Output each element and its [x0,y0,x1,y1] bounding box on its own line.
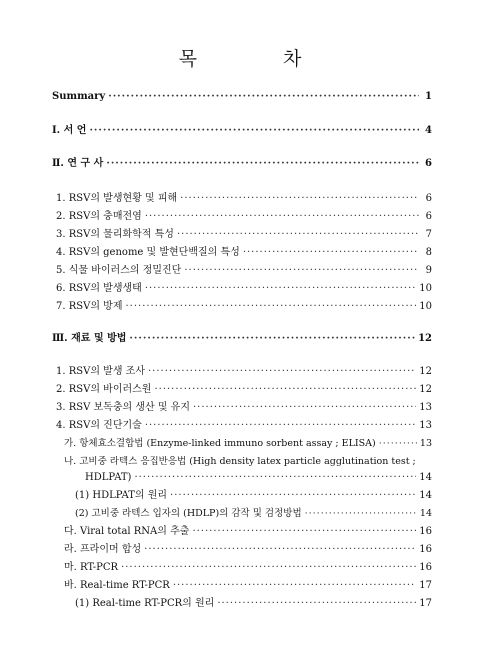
toc-entry-label: (1) Real-time RT-PCR의 원리 [75,598,215,609]
toc-entry-page: 17 [419,580,432,591]
toc-entry[interactable] [56,211,432,223]
dot-leader [180,193,419,205]
dot-leader [145,211,419,223]
toc-entry-label: Ⅱ. 연 구 사 [52,158,104,169]
dot-leader [148,366,416,378]
toc-entry-page: 17 [419,598,432,609]
toc-entry[interactable] [64,562,432,574]
toc-entry-page: 16 [419,544,432,555]
toc-entry-label: (2) 고비중 라텍스 입자의 (HDLP)의 감작 및 검정방법 [75,508,302,519]
toc-entry-label: 바. Real-time RT-PCR [64,580,170,591]
toc-entry-label: 6. RSV의 발생생태 [56,283,142,294]
toc-entry[interactable] [64,580,432,592]
dot-leader [106,158,419,170]
dot-leader [217,598,416,610]
toc-entry-label: HDLPAT) [85,472,132,483]
toc-entry[interactable] [56,265,432,277]
toc-entry-page: 4 [425,125,432,136]
dot-leader [108,91,419,103]
toc-entry-page: 8 [425,247,432,258]
toc-entry-page: 12 [418,333,432,344]
toc-entry[interactable] [56,247,432,259]
dot-leader [134,472,416,484]
toc-entry-introduction[interactable] [52,125,432,137]
page-title: 목 차 [178,48,342,70]
toc-entry[interactable] [56,420,432,432]
toc-entry-page: 13 [419,438,432,449]
toc-entry-label: 마. RT-PCR [64,562,119,573]
toc-entry-page: 6 [425,193,432,204]
dot-leader [379,438,417,450]
toc-entry-label: 4. RSV의 genome 및 발현단백질의 특성 [56,247,240,258]
toc-entry-literature-review[interactable] [52,158,432,170]
dot-leader [121,562,416,574]
toc-entry-page: 9 [425,265,432,276]
toc-entry-page: 14 [419,472,432,483]
toc-entry[interactable] [56,301,432,313]
dot-leader [173,580,416,592]
toc-entry-page: 6 [425,158,432,169]
dot-leader [243,247,419,259]
toc-entry-page: 14 [419,508,432,519]
toc-entry-label: 다. Viral total RNA의 추출 [64,526,190,537]
toc-entry-label: 7. RSV의 방제 [56,301,123,312]
toc-entry-page: 12 [419,366,432,377]
dot-leader [170,490,416,502]
toc-entry[interactable] [75,508,432,520]
toc-entry-label: 2. RSV의 충매전염 [56,211,142,222]
toc-entry-label: 4. RSV의 진단기술 [56,420,142,431]
dot-leader [192,526,416,538]
dot-leader [89,125,419,137]
dot-leader [125,301,416,313]
toc-entry-label: (1) HDLPAT의 원리 [75,490,168,501]
toc-entry-page: 16 [419,562,432,573]
toc-entry-materials-methods[interactable] [52,333,432,345]
dot-leader [129,333,415,345]
dot-leader [145,283,416,295]
toc-entry-page: 12 [419,384,432,395]
toc-entry-label: Ⅰ. 서 언 [52,125,87,136]
toc-entry-label: 라. 프라이머 합성 [64,544,142,555]
dot-leader [193,402,416,414]
toc-entry-label: Ⅲ. 재료 및 방법 [52,333,127,344]
dot-leader [184,265,419,277]
toc-entry[interactable] [56,384,432,396]
toc-entry-label: 3. RSV의 물리화학적 특성 [56,229,174,240]
toc-entry-page: 7 [425,229,432,240]
toc-entry[interactable] [56,193,432,205]
toc-entry[interactable] [75,490,432,502]
toc-entry-label: 가. 항체효소결합법 (Enzyme-linked immuno sorbent assay ; ELISA) [64,438,376,449]
toc-entry[interactable] [64,544,432,556]
toc-entry[interactable] [85,472,432,484]
toc-entry-page: 10 [419,283,432,294]
toc-entry-label-line1[interactable]: 나. 고비중 라텍스 응집반응법 (High density latex particle agglutination test ; [64,456,416,467]
toc-entry[interactable] [56,402,432,414]
toc-entry-page: 1 [425,91,432,102]
toc-entry[interactable] [75,598,432,610]
toc-entry-label: 3. RSV 보독충의 생산 및 유지 [56,402,190,413]
toc-entry[interactable] [56,283,432,295]
toc-entry[interactable] [64,526,432,538]
toc-entry-label: 5. 식물 바이러스의 정밀진단 [56,265,182,276]
toc-entry-page: 6 [425,211,432,222]
dot-leader [305,508,417,520]
toc-entry-label: Summary [52,91,106,102]
toc-entry-page: 13 [419,420,432,431]
toc-entry-page: 14 [419,490,432,501]
toc-entry[interactable] [64,438,432,450]
dot-leader [145,420,416,432]
toc-entry-label: 2. RSV의 바이러스원 [56,384,152,395]
toc-entry-label: 1. RSV의 발생 조사 [56,366,145,377]
dot-leader [154,384,416,396]
toc-entry[interactable] [56,229,432,241]
dot-leader [177,229,419,241]
toc-entry-page: 13 [419,402,432,413]
toc-entry-page: 16 [419,526,432,537]
dot-leader [144,544,416,556]
toc-entry-label: 1. RSV의 발생현황 및 피해 [56,193,178,204]
toc-entry[interactable] [56,366,432,378]
toc-entry-summary[interactable] [52,91,432,103]
toc-entry-page: 10 [419,301,432,312]
